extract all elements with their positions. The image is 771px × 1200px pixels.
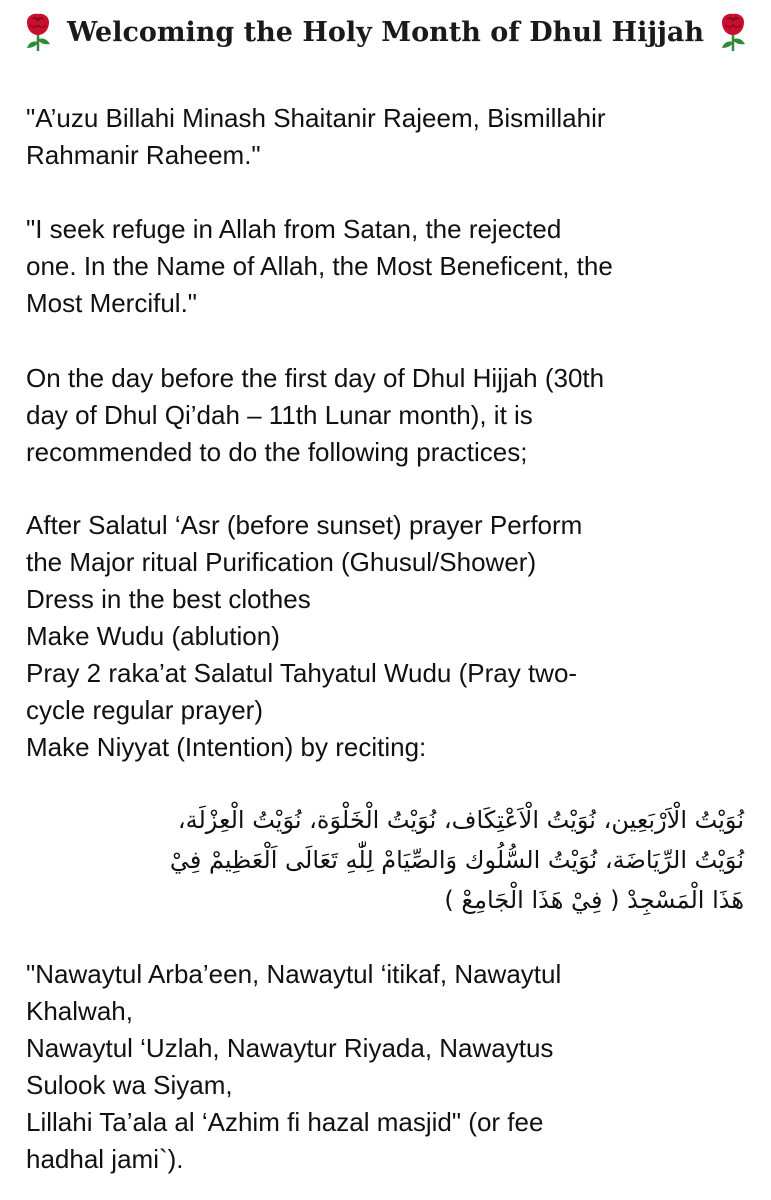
text-line: Lillahi Ta’ala al ‘Azhim fi hazal masjid" (or fee [26, 1107, 544, 1137]
transliteration-paragraph [26, 956, 751, 1178]
rose-icon [21, 12, 55, 52]
title-row [0, 8, 771, 56]
text-line: day of Dhul Qi’dah – 11th Lunar month), it is [26, 400, 533, 430]
taawwuz-paragraph [26, 100, 751, 174]
practice-item: Make Wudu (ablution) [26, 621, 280, 651]
text-line: "I seek refuge in Allah from Satan, the rejected [26, 214, 562, 244]
rose-icon [716, 12, 750, 52]
text-line: one. In the Name of Allah, the Most Beneficent, the [26, 251, 613, 281]
text-line: "Nawaytul Arba’een, Nawaytul ‘itikaf, Nawaytul [26, 959, 562, 989]
text-line: On the day before the first day of Dhul Hijjah (30th [26, 363, 605, 393]
translation-paragraph [26, 211, 751, 322]
practice-item: the Major ritual Purification (Ghusul/Shower) [26, 547, 537, 577]
arabic-line: نُوَيْتُ الرِّيَاضَة، نُوَيْتُ السُّلُوك وَالصِّيَامْ لِلّٰهِ تَعَالَى اَلْعَظِيمْ فِيْ [169, 846, 744, 874]
arabic-line: نُوَيْتُ الْاَرْبَعِين، نُوَيْتُ الْاَعْتِكَاف، نُوَيْتُ الْخَلْوَة، نُوَيْتُ الْعِزْلَة، [177, 806, 744, 834]
practice-item: Dress in the best clothes [26, 584, 311, 614]
practice-item: Make Niyyat (Intention) by reciting: [26, 732, 427, 762]
practices-list [26, 507, 751, 766]
arabic-niyyat [26, 800, 744, 920]
text-line: recommended to do the following practices; [26, 437, 528, 467]
text-line: Sulook wa Siyam, [26, 1070, 233, 1100]
practice-item: Pray 2 raka’at Salatul Tahyatul Wudu (Pray two- [26, 658, 578, 688]
text-line: Rahmanir Raheem." [26, 140, 261, 170]
page-title: Welcoming the Holy Month of Dhul Hijjah [66, 16, 705, 48]
text-line: Most Merciful." [26, 288, 198, 318]
arabic-line: هَذَا الْمَسْجِدْ ( فِيْ هَذَا الْجَامِعْ ) [444, 886, 744, 914]
text-line: Nawaytul ‘Uzlah, Nawaytur Riyada, Nawaytus [26, 1033, 554, 1063]
text-line: Khalwah, [26, 996, 133, 1026]
text-line: hadhal jami`). [26, 1144, 184, 1174]
practice-item: cycle regular prayer) [26, 695, 263, 725]
intro-paragraph [26, 360, 751, 471]
practice-item: After Salatul ‘Asr (before sunset) prayer Perform [26, 510, 583, 540]
text-line: "A’uzu Billahi Minash Shaitanir Rajeem, Bismillahir [26, 103, 606, 133]
